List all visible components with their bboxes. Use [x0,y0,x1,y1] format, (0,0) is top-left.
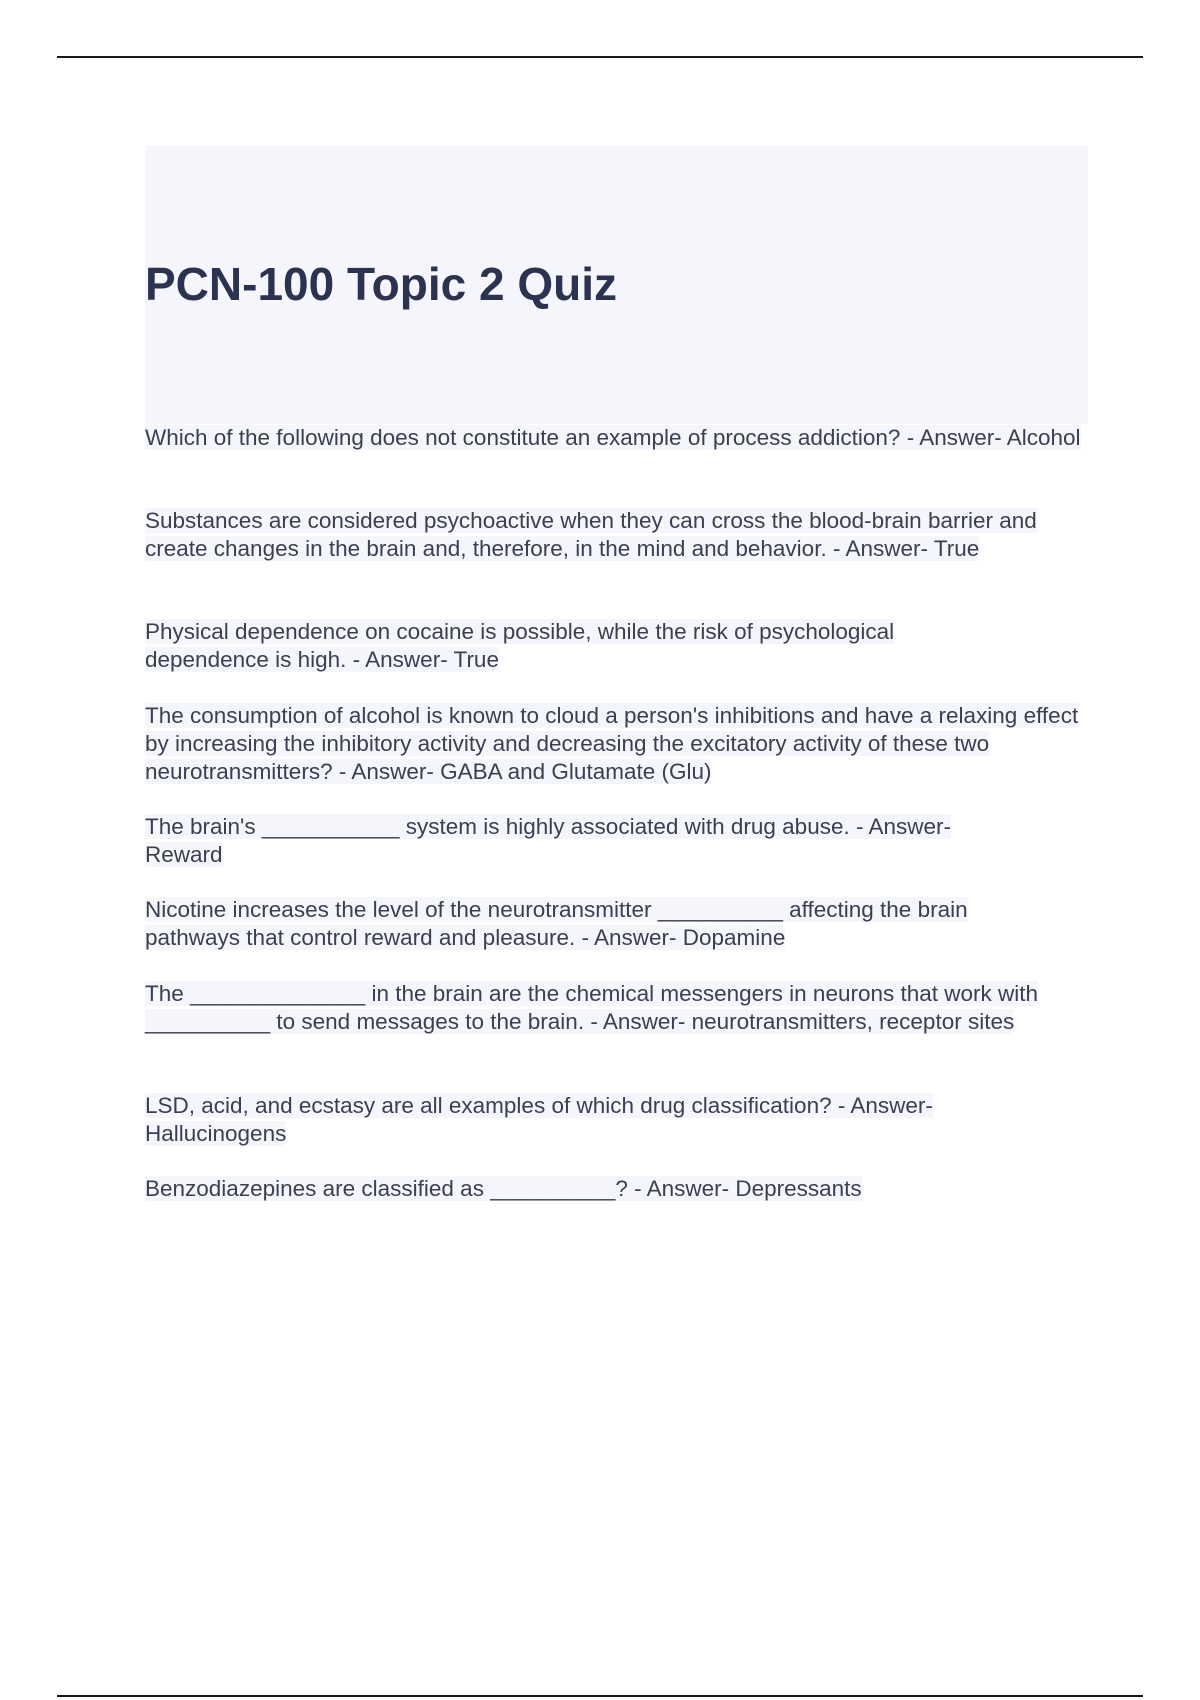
footer-rule [57,1695,1143,1697]
quiz-item-text: The consumption of alcohol is known to cloud a person's inhibitions and have a relaxing effect by increasing the inhibitory activity and decreasing the excitatory activity of these two neurotransmitters? - Answer- GABA and Glutamate (Glu) [145,703,1079,784]
quiz-item-text: The brain's ___________ system is highly associated with drug abuse. - Answer- Reward [145,814,951,867]
quiz-item-text: LSD, acid, and ecstasy are all examples of which drug classification? - Answer- Hallucinogens [145,1093,933,1146]
header-rule [57,56,1143,58]
quiz-item [145,702,1095,786]
quiz-item-text: The ______________ in the brain are the chemical messengers in neurons that work with __________ to send messages to the brain. - Answer- neurotransmitters, receptor sites [145,981,1039,1034]
quiz-item [145,618,975,674]
quiz-item [145,896,1035,952]
quiz-item-text: Substances are considered psychoactive when they can cross the blood-brain barrier and create changes in the brain and, therefore, in the mind and behavior. - Answer- True [145,508,1037,561]
quiz-item [145,980,1075,1036]
quiz-item-text: Benzodiazepines are classified as __________? - Answer- Depressants [145,1176,862,1201]
document-title: PCN-100 Topic 2 Quiz [145,258,618,310]
quiz-item [145,1175,1085,1203]
quiz-item-text: Which of the following does not constitute an example of process addiction? - Answer- Alcohol [145,425,1081,450]
quiz-item-text: Physical dependence on cocaine is possible, while the risk of psychological dependence is high. - Answer- True [145,619,895,672]
quiz-item [145,1092,1015,1148]
quiz-item [145,424,1085,452]
quiz-item-text: Nicotine increases the level of the neurotransmitter __________ affecting the brain pathways that control reward and pleasure. - Answer- Dopamine [145,897,968,950]
quiz-item [145,507,1075,563]
quiz-item [145,813,1015,869]
